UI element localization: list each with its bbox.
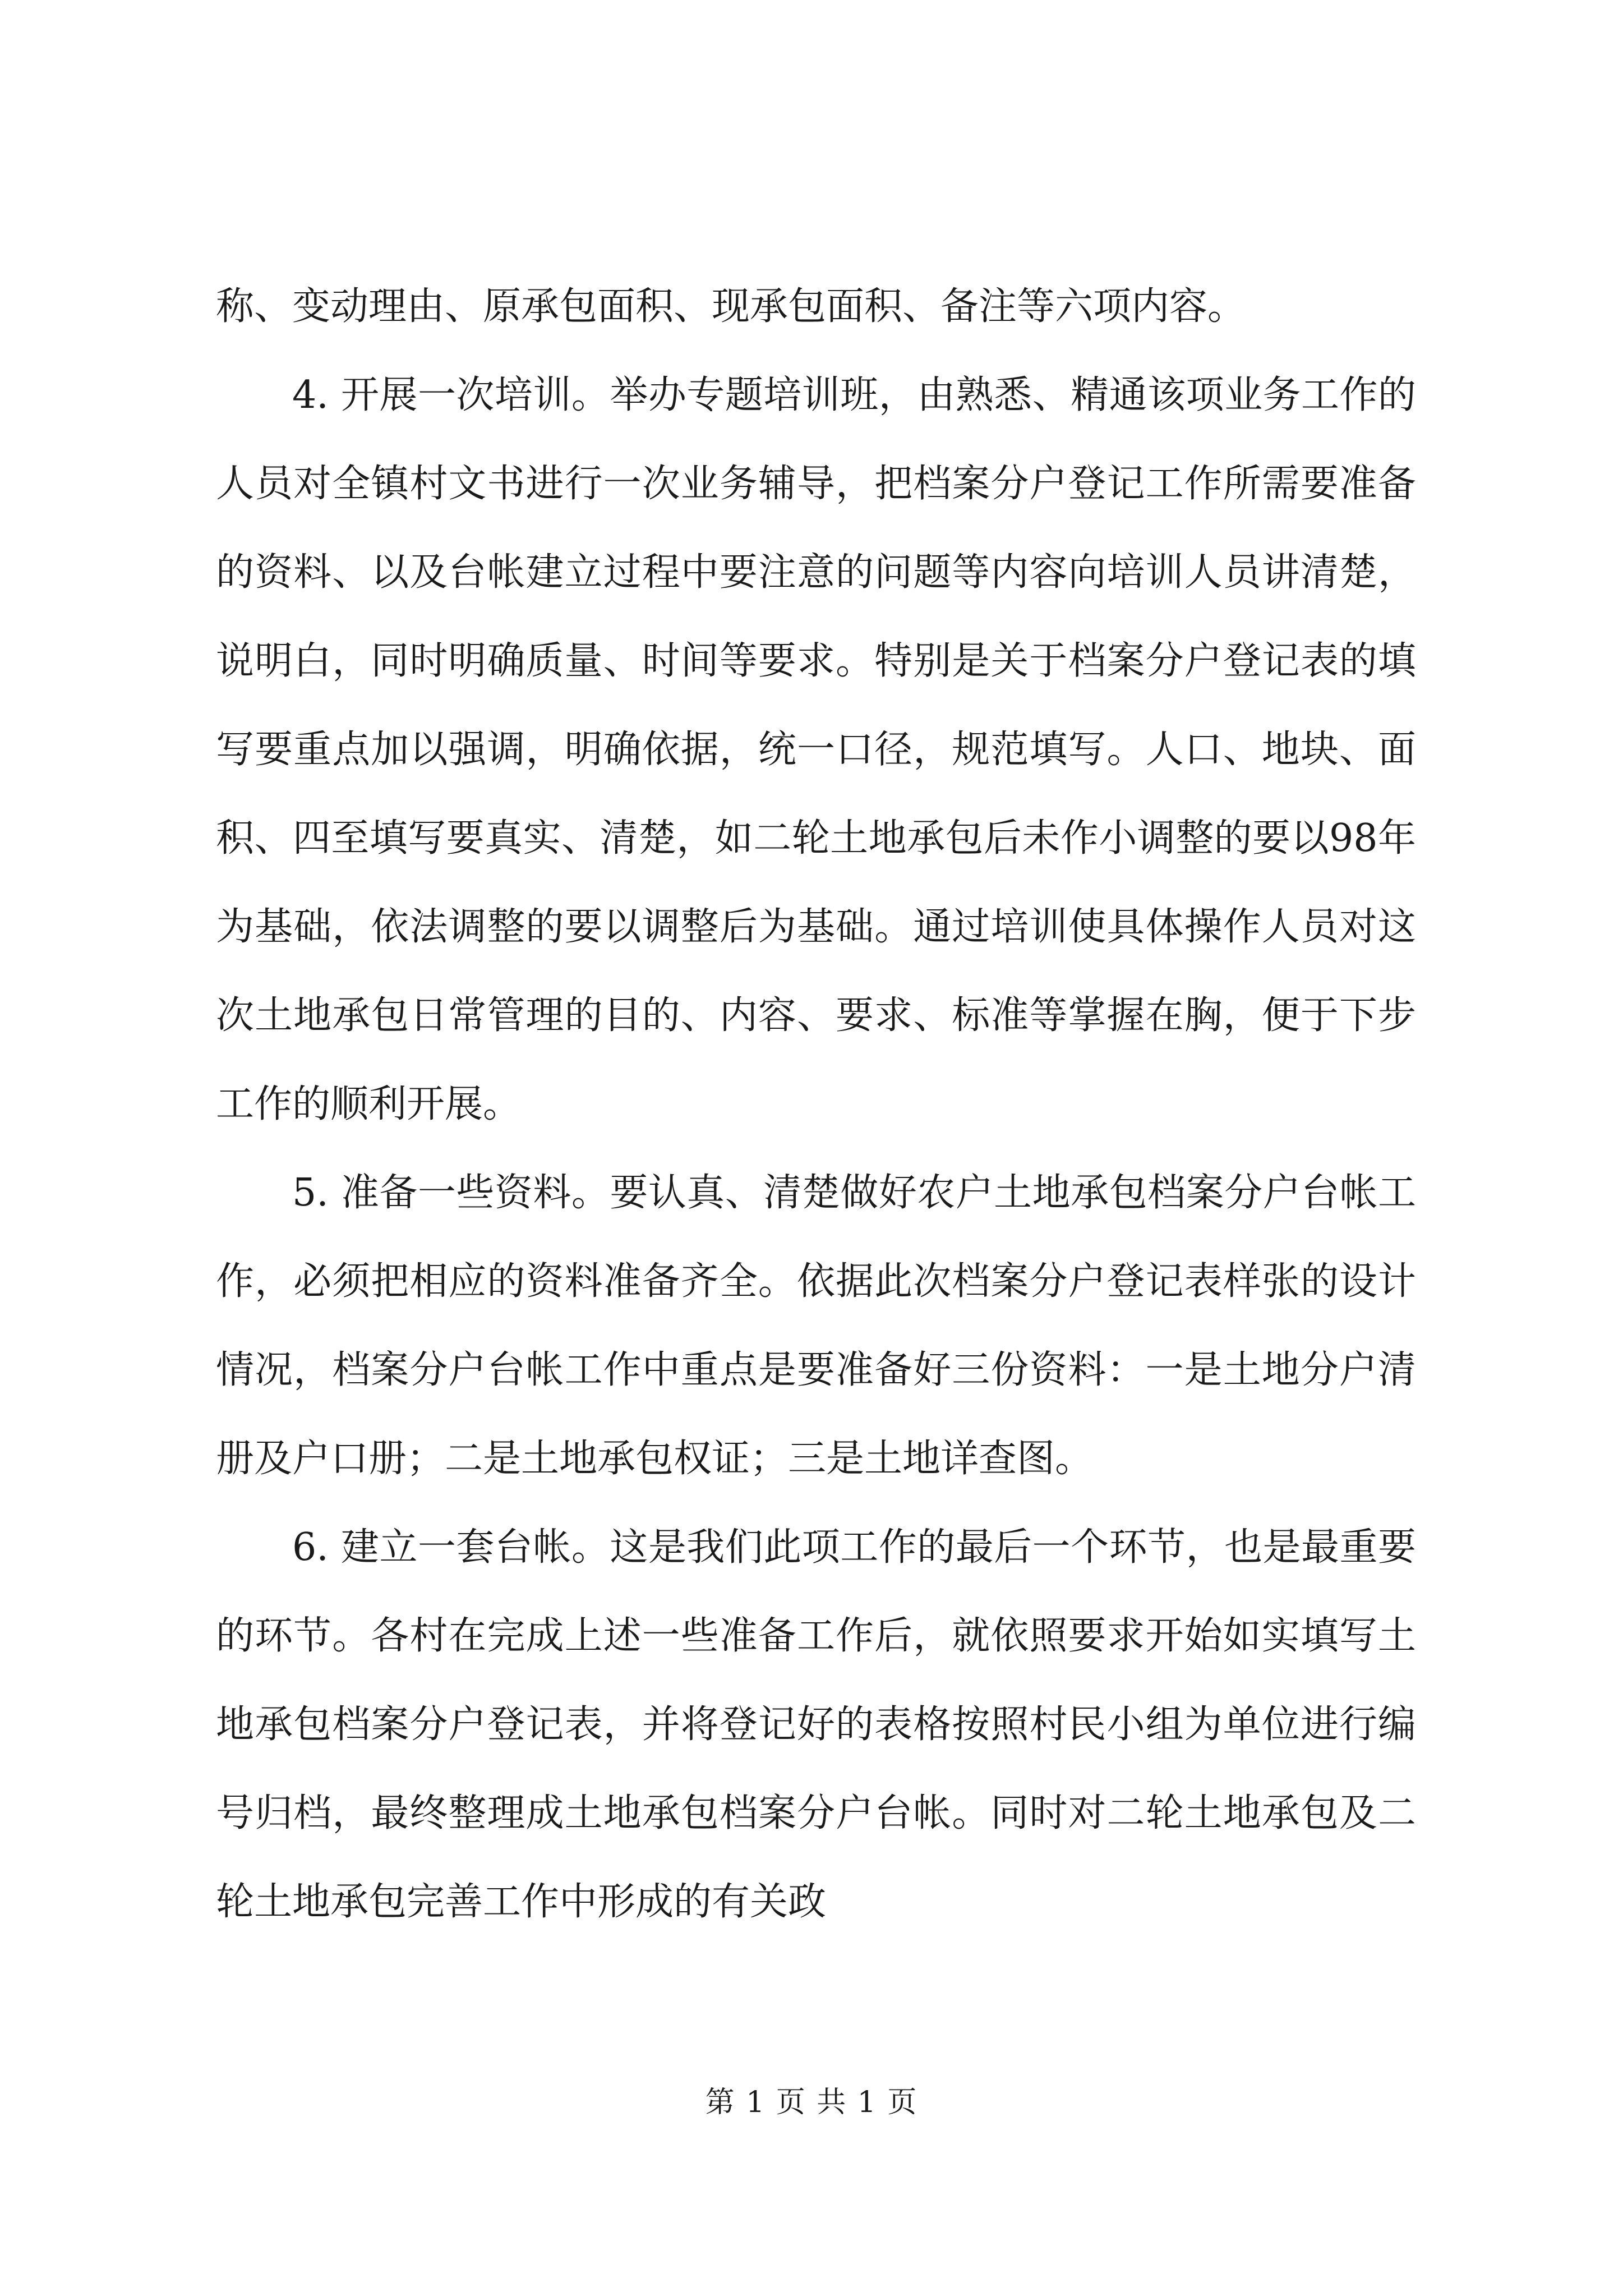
document-body	[216, 263, 1416, 1947]
page-footer: 第 1 页 共 1 页	[705, 2086, 918, 2119]
paragraph-continuation: 称、变动理由、原承包面积、现承包面积、备注等六项内容。	[216, 284, 1246, 329]
paragraph-ledger: 6. 建立一套台帐。这是我们此项工作的最后一个环节，也是最重要的环节。各村在完成上述一些准备工作后，就依照要求开始如实填写土地承包档案分户登记表，并将登记好的表格按照村民小组为单位进行编号归档，最终整理成土地承包档案分户台帐。同时对二轮土地承包及二轮土地承包完善工作中形成的有关政	[216, 1525, 1416, 1924]
paragraph-training: 4. 开展一次培训。举办专题培训班，由熟悉、精通该项业务工作的人员对全镇村文书进行一次业务辅导，把档案分户登记工作所需要准备的资料、以及台帐建立过程中要注意的问题等内容向培训人员讲清楚，说明白，同时明确质量、时间等要求。特别是关于档案分户登记表的填写要重点加以强调，明确依据，统一口径，规范填写。人口、地块、面积、四至填写要真实、清楚，如二轮土地承包后未作小调整的要以98年为基础，依法调整的要以调整后为基础。通过培训使具体操作人员对这次土地承包日常管理的目的、内容、要求、标准等掌握在胸，便于下步工作的顺利开展。	[216, 373, 1416, 1126]
paragraph-materials: 5. 准备一些资料。要认真、清楚做好农户土地承包档案分户台帐工作，必须把相应的资料准备齐全。依据此次档案分户登记表样张的设计情况，档案分户台帐工作中重点是要准备好三份资料：一是土地分户清册及户口册；二是土地承包权证；三是土地详查图。	[216, 1171, 1416, 1481]
